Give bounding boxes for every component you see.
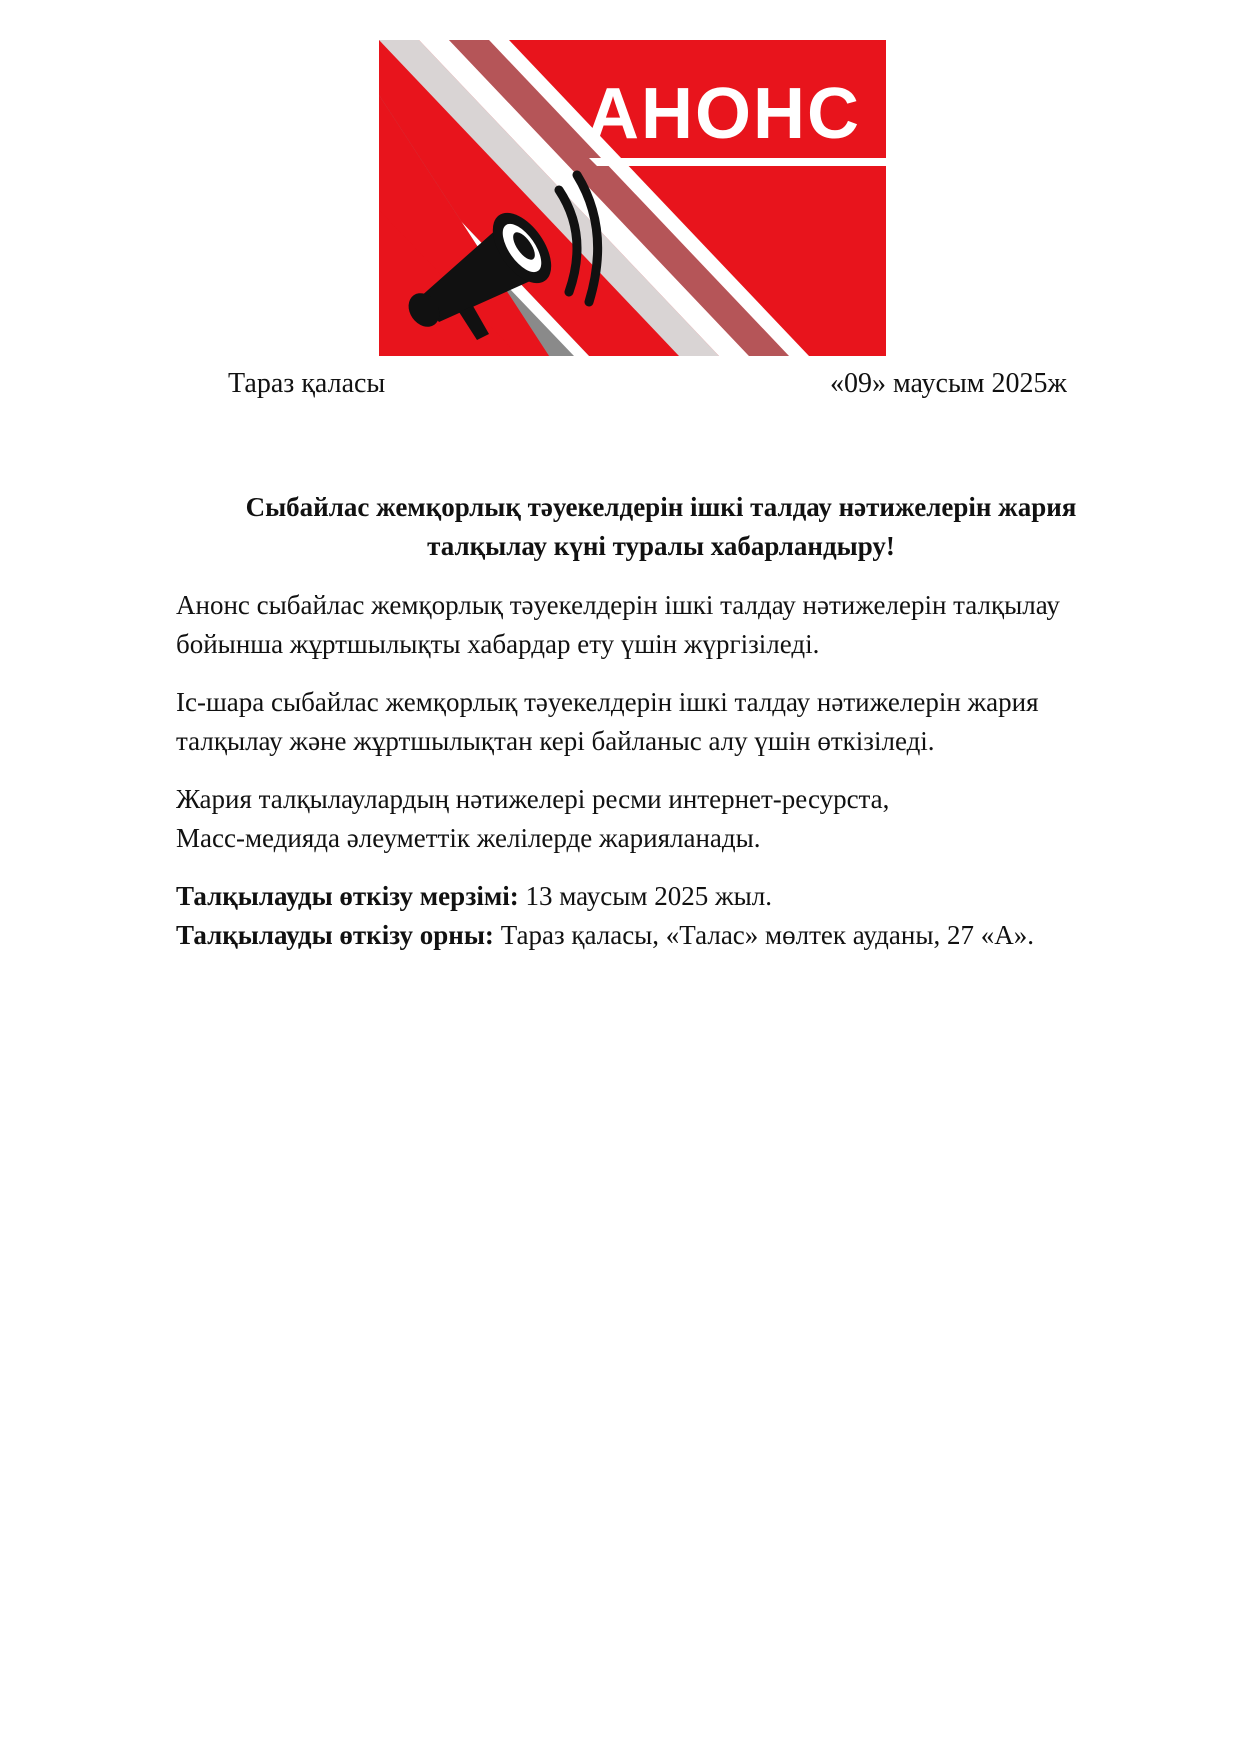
announcement-title-line-1: Сыбайлас жемқорлық тәуекелдерін ішкі талдау нәтижелерін жария — [245, 492, 1077, 522]
header-date: «09» маусым 2025ж — [830, 368, 1067, 399]
announcement-title-line-2: талқылау күні туралы хабарландыру! — [427, 531, 895, 561]
paragraph-event — [176, 683, 1166, 761]
paragraph-line: талқылау және жұртшылықтан кері байланыс алу үшін өткізіледі. — [176, 726, 935, 756]
discussion-date-value: 13 маусым 2025 жыл. — [518, 881, 772, 911]
paragraph-line: Масс-медияда әлеуметтік желілерде жарияланады. — [176, 823, 761, 853]
announcement-banner-graphic — [379, 40, 886, 356]
paragraph-line: бойынша жұртшылықты хабардар ету үшін жүргізіледі. — [176, 629, 820, 659]
announcement-title — [176, 488, 1146, 566]
paragraph-line: Жария талқылаулардың нәтижелері ресми интернет-ресурста, — [176, 784, 890, 814]
discussion-date-row — [176, 877, 1176, 916]
banner-title: АНОНС — [587, 74, 861, 154]
discussion-place-row — [176, 916, 1176, 955]
discussion-date-label: Талқылауды өткізу мерзімі: — [176, 881, 519, 911]
discussion-place-value: Тараз қаласы, «Талас» мөлтек ауданы, 27 «А». — [493, 920, 1034, 950]
header-place: Тараз қаласы — [228, 368, 386, 399]
paragraph-publication — [176, 780, 1166, 858]
discussion-details — [176, 877, 1176, 955]
paragraph-purpose — [176, 586, 1166, 664]
discussion-place-label: Талқылауды өткізу орны: — [176, 920, 494, 950]
announcement-banner — [379, 40, 886, 356]
paragraph-line: Анонс сыбайлас жемқорлық тәуекелдерін ішкі талдау нәтижелерін талқылау — [176, 590, 1060, 620]
paragraph-line: Іс-шара сыбайлас жемқорлық тәуекелдерін ішкі талдау нәтижелерін жария — [176, 687, 1039, 717]
